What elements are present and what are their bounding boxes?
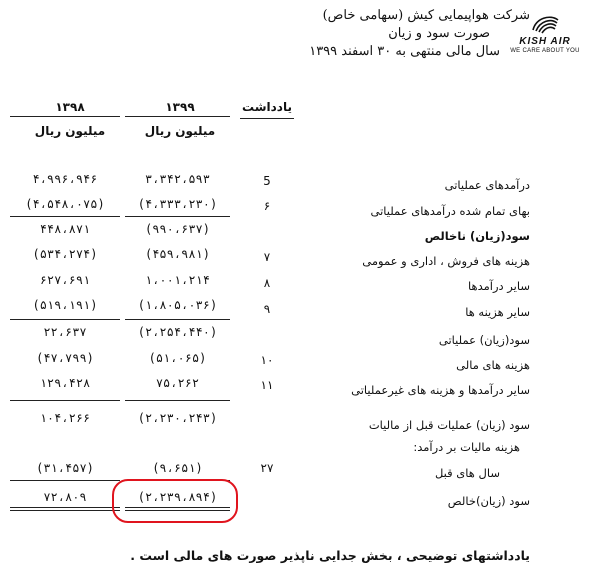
row-label: سود (زیان) عملیات قبل از مالیات [368, 418, 530, 432]
row-label: هزینه های فروش ، اداری و عمومی [362, 254, 530, 268]
value-1399: (۵۱،۰۶۵) [148, 351, 207, 365]
unit-1399: میلیون ریال [144, 124, 216, 138]
value-1399: (۴۵۹،۹۸۱) [144, 247, 211, 261]
header-rule-1398 [10, 116, 120, 117]
value-1398: ۱۲۹،۴۲۸ [39, 376, 91, 390]
value-1398: (۴۷،۷۹۹) [36, 351, 94, 365]
value-1398: ۷۲،۸۰۹ [43, 490, 87, 504]
value-1398: (۵۱۹،۱۹۱) [32, 298, 98, 312]
row-label: سایر درآمدها [468, 279, 530, 293]
note-ref: ۱۱ [260, 378, 274, 392]
row-label: سایر هزینه ها [465, 305, 530, 319]
double-rule-1398-a [10, 507, 120, 508]
row-label: سال های قبل [434, 466, 500, 480]
value-1399: (۴،۳۳۳،۲۳۰) [137, 197, 218, 211]
header-rule-note [240, 118, 294, 119]
column-year-1398: ۱۳۹۸ [55, 100, 85, 114]
row-label: سود(زیان) ناخالص [424, 229, 530, 243]
subtotal-rule-1398 [10, 400, 120, 401]
period-title: سال مالی منتهی به ۳۰ اسفند ۱۳۹۹ [309, 44, 500, 59]
value-1398: (۵۳۴،۲۷۴) [32, 247, 98, 261]
subtotal-rule-1398 [10, 216, 120, 217]
value-1399: (۲،۲۳۰،۲۴۳) [137, 411, 218, 425]
value-1399: ۷۵،۲۶۲ [155, 376, 200, 390]
value-1398: (۴،۵۴۸،۰۷۵) [25, 197, 105, 211]
column-note: یادداشت [242, 100, 292, 114]
note-ref: ۱۰ [260, 353, 274, 367]
value-1399: (۲،۲۳۹،۸۹۴) [137, 490, 218, 504]
note-ref: ۶ [263, 199, 271, 213]
double-rule-1398-b [10, 510, 120, 511]
row-label: سود(زیان) عملیاتی [438, 333, 530, 347]
row-label: سایر درآمدها و هزینه های غیرعملیاتی [351, 383, 530, 397]
logo-tagline: WE CARE ABOUT YOU [510, 48, 580, 54]
note-ref: ۸ [263, 276, 271, 290]
row-label: هزینه های مالی [456, 358, 530, 372]
value-1399: (۹،۶۵۱) [152, 461, 203, 475]
footer-note: یادداشتهای توضیحی ، بخش جدایی ناپذیر صورت های مالی است . [130, 548, 530, 563]
value-1398: (۳۱،۴۵۷) [36, 461, 94, 475]
logo-emblem-icon [500, 6, 590, 36]
note-ref: ۷ [263, 250, 271, 264]
subtotal-rule-1398 [10, 480, 120, 481]
value-1399: ۳،۳۴۲،۵۹۳ [144, 172, 211, 186]
note-ref: ۹ [263, 302, 271, 316]
subtotal-rule-1399 [125, 319, 230, 320]
value-1398: ۲۲،۶۳۷ [43, 325, 87, 339]
note-ref: 5 [263, 174, 271, 188]
kish-air-logo [500, 6, 590, 56]
unit-1398: میلیون ریال [34, 124, 106, 138]
highlight-circle [112, 479, 238, 523]
subtotal-rule-1399 [125, 216, 230, 217]
logo-wordmark: KISH AIR [519, 36, 571, 47]
income-tax-heading: هزینه مالیات بر درآمد: [413, 440, 520, 454]
subtotal-rule-1398 [10, 319, 120, 320]
value-1398: ۴۴۸،۸۷۱ [39, 222, 91, 236]
statement-title: صورت سود و زیان [388, 26, 490, 41]
value-1399: ۱،۰۰۱،۲۱۴ [144, 273, 211, 287]
value-1399: (۲،۲۵۴،۴۴۰) [137, 325, 218, 339]
value-1399: (۱،۸۰۵،۰۳۶) [137, 298, 218, 312]
column-year-1399: ۱۳۹۹ [165, 100, 195, 114]
value-1398: ۴،۹۹۶،۹۴۶ [32, 172, 98, 186]
value-1398: ۱۰۴،۲۶۶ [39, 411, 91, 425]
header-rule-1399 [125, 116, 230, 117]
note-ref: ۲۷ [260, 461, 274, 475]
row-label: سود (زیان)خالص [447, 494, 530, 508]
value-1398: ۶۲۷،۶۹۱ [39, 273, 91, 287]
subtotal-rule-1399 [125, 400, 230, 401]
row-label: درآمدهای عملیاتی [444, 178, 530, 192]
row-label: بهای تمام شده درآمدهای عملیاتی [370, 204, 530, 218]
company-name: شرکت هواپیمایی کیش (سهامی خاص) [322, 8, 530, 23]
value-1399: (۹۹۰،۶۳۷) [144, 222, 211, 236]
